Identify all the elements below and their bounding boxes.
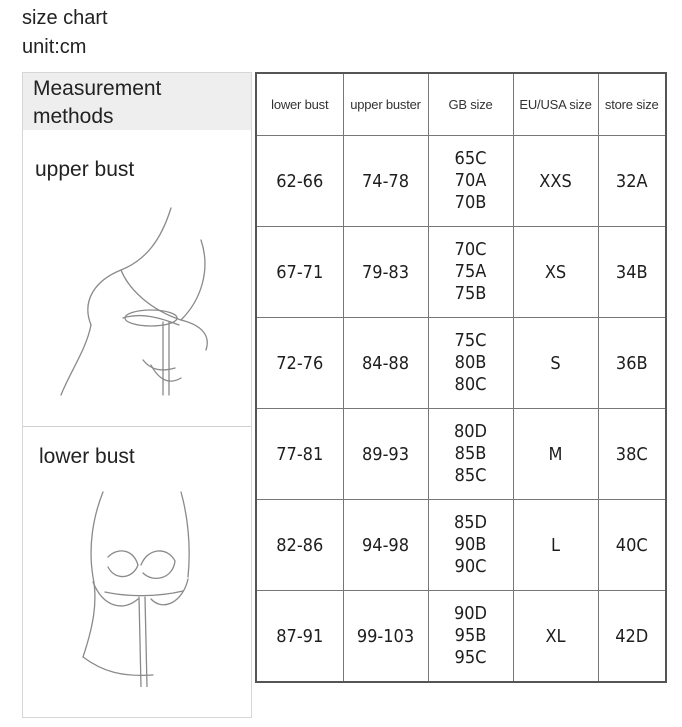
chart-title: size chart	[22, 7, 108, 29]
gb-size-value: 70A	[454, 170, 487, 191]
upper-bust-cell: 79-83	[343, 227, 428, 318]
upper-bust-label: upper bust	[35, 158, 135, 181]
gb-size-value: 80C	[454, 374, 487, 395]
methods-heading-line2: methods	[33, 105, 114, 128]
table-row	[256, 318, 666, 409]
gb-size-value: 75C	[454, 330, 487, 351]
gb-size-cell	[428, 318, 513, 409]
eu-usa-size-cell: L	[513, 500, 598, 591]
column-header: upper buster	[343, 73, 428, 136]
gb-size-cell	[428, 591, 513, 683]
lower-bust-illustration	[63, 487, 213, 687]
gb-size-value: 65C	[454, 148, 487, 169]
size-table	[255, 72, 667, 683]
upper-bust-cell: 89-93	[343, 409, 428, 500]
unit-label: unit:cm	[22, 36, 87, 58]
gb-size-value: 80D	[453, 421, 488, 442]
chart-header	[22, 4, 108, 62]
gb-size-value: 75A	[454, 261, 487, 282]
column-header: store size	[598, 73, 666, 136]
gb-size-value: 95C	[454, 647, 487, 668]
gb-size-value: 70B	[454, 192, 487, 213]
upper-bust-section	[23, 130, 251, 427]
store-size-cell: 36B	[598, 318, 666, 409]
gb-size-cell	[428, 409, 513, 500]
table-row	[256, 500, 666, 591]
lower-bust-cell: 72-76	[256, 318, 343, 409]
eu-usa-size-cell: XL	[513, 591, 598, 683]
store-size-cell: 34B	[598, 227, 666, 318]
eu-usa-size-cell: S	[513, 318, 598, 409]
table-row	[256, 136, 666, 227]
gb-size-value: 85C	[454, 465, 487, 486]
column-header: EU/USA size	[513, 73, 598, 136]
gb-size-value: 75B	[454, 283, 487, 304]
gb-size-cell	[428, 500, 513, 591]
lower-bust-cell: 82-86	[256, 500, 343, 591]
methods-heading-line1: Measurement	[33, 77, 162, 100]
eu-usa-size-cell: M	[513, 409, 598, 500]
upper-bust-illustration	[51, 200, 221, 400]
lower-bust-cell: 87-91	[256, 591, 343, 683]
methods-heading	[23, 73, 251, 130]
lower-bust-label: lower bust	[39, 445, 135, 468]
table-row	[256, 227, 666, 318]
gb-size-value: 85D	[453, 512, 488, 533]
gb-size-cell	[428, 136, 513, 227]
gb-size-value: 95B	[454, 625, 487, 646]
eu-usa-size-cell: XS	[513, 227, 598, 318]
upper-bust-cell: 94-98	[343, 500, 428, 591]
lower-bust-cell: 77-81	[256, 409, 343, 500]
gb-size-cell	[428, 227, 513, 318]
store-size-cell: 38C	[598, 409, 666, 500]
gb-size-value: 70C	[454, 239, 487, 260]
table-header-row	[256, 73, 666, 136]
gb-size-value: 90D	[453, 603, 488, 624]
gb-size-value: 80B	[454, 352, 487, 373]
gb-size-value: 85B	[454, 443, 487, 464]
store-size-cell: 42D	[598, 591, 666, 683]
column-header: GB size	[428, 73, 513, 136]
eu-usa-size-cell: XXS	[513, 136, 598, 227]
column-header: lower bust	[256, 73, 343, 136]
gb-size-value: 90B	[454, 534, 487, 555]
lower-bust-cell: 67-71	[256, 227, 343, 318]
upper-bust-cell: 84-88	[343, 318, 428, 409]
store-size-cell: 32A	[598, 136, 666, 227]
lower-bust-section	[23, 427, 251, 717]
upper-bust-cell: 99-103	[343, 591, 428, 683]
gb-size-value: 90C	[454, 556, 487, 577]
upper-bust-cell: 74-78	[343, 136, 428, 227]
lower-bust-cell: 62-66	[256, 136, 343, 227]
store-size-cell: 40C	[598, 500, 666, 591]
table-row	[256, 409, 666, 500]
table-row	[256, 591, 666, 683]
measurement-methods-panel	[22, 72, 252, 718]
